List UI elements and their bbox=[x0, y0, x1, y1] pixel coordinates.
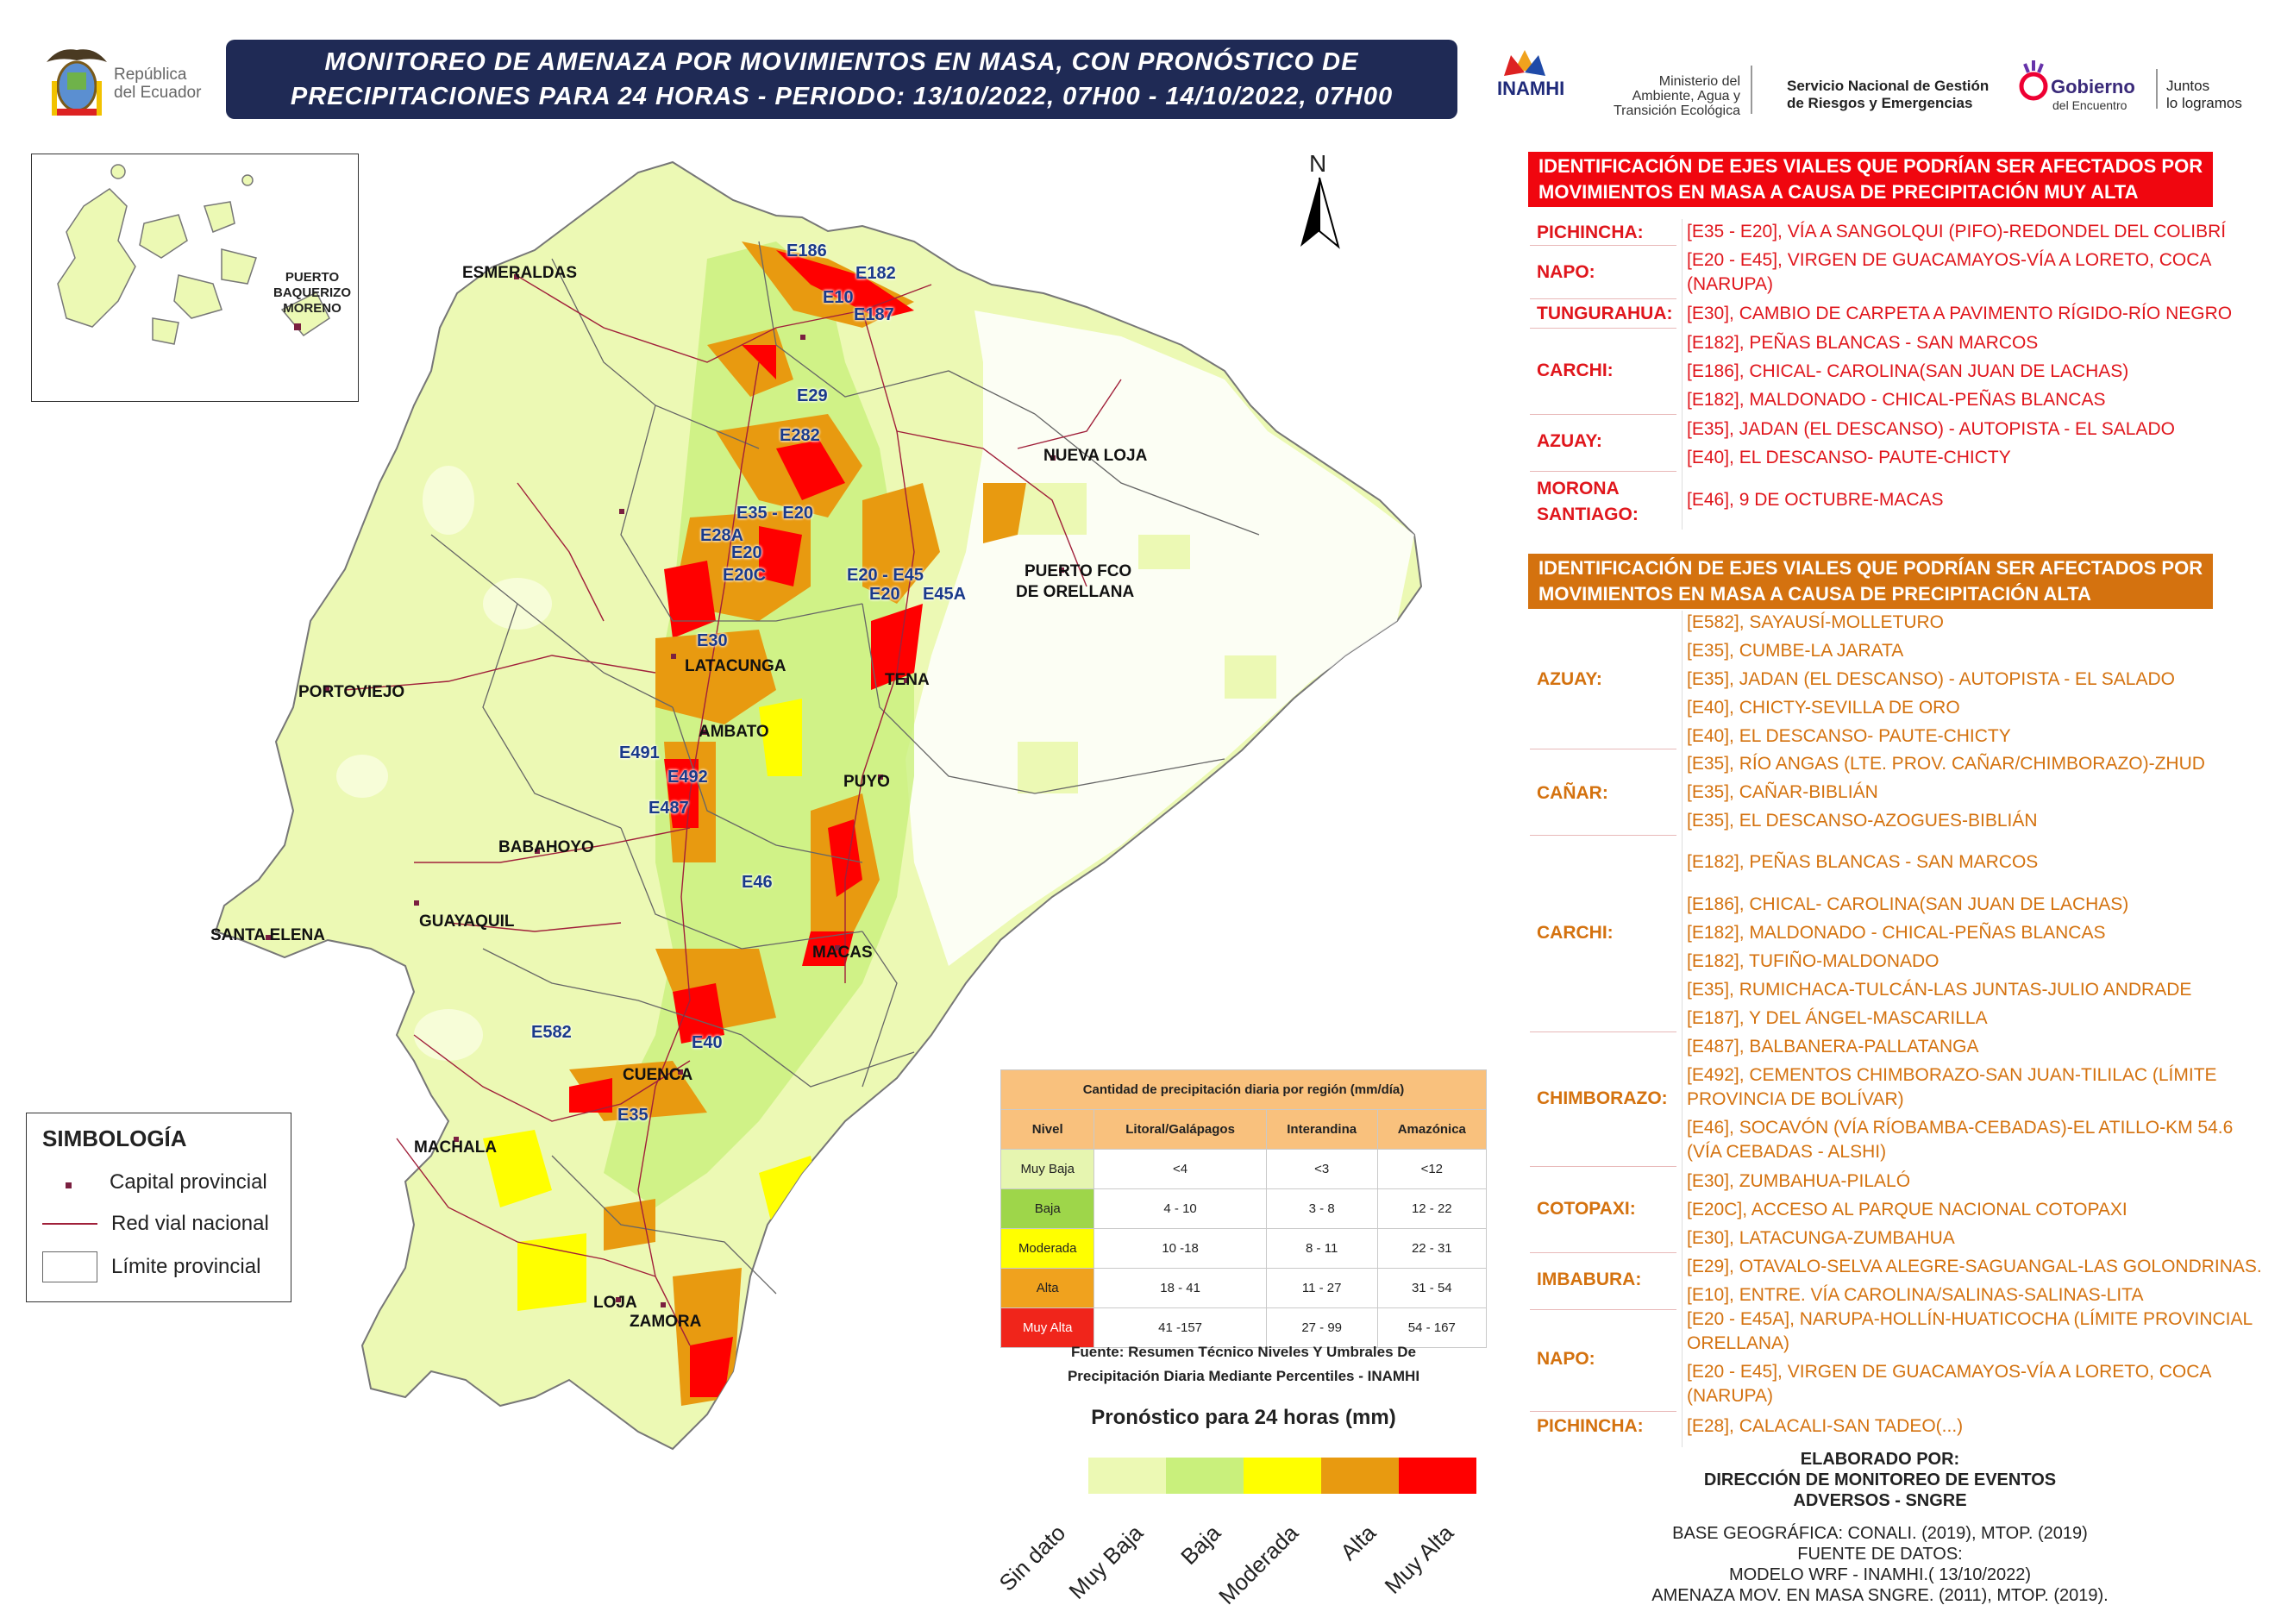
republica-ecuador-text: República del Ecuador bbox=[114, 66, 202, 102]
province-label: PICHINCHA: bbox=[1537, 223, 1644, 242]
province-label: CARCHI: bbox=[1537, 361, 1614, 380]
road-item: [E35], JADAN (EL DESCANSO) - AUTOPISTA - EL SALADO bbox=[1687, 419, 2175, 439]
muy-alta-header: IDENTIFICACIÓN DE EJES VIALES QUE PODRÍAN SER AFECTADOS POR MOVIMIENTOS EN MASA A CAUSA DE PRECIPITACIÓN MUY ALTA bbox=[1528, 152, 2213, 207]
title-line-2: PRECIPITACIONES PARA 24 HORAS - PERIODO: 13/10/2022, 07H00 - 14/10/2022, 07H00 bbox=[290, 83, 1394, 110]
city-label: LATACUNGA bbox=[685, 657, 786, 675]
ministerio-logo: Ministerio del Ambiente, Agua y Transición Ecológica bbox=[1613, 74, 1740, 118]
road-item: PROVINCIA DE BOLÍVAR) bbox=[1687, 1089, 1904, 1109]
road-item: [E40], CHICTY-SEVILLA DE ORO bbox=[1687, 698, 1960, 718]
city-label: BABAHOYO bbox=[498, 838, 594, 856]
city-label: GUAYAQUIL bbox=[419, 912, 515, 931]
ecuador-coat-of-arms-icon bbox=[41, 38, 112, 121]
city-label: TENA bbox=[885, 671, 930, 689]
road-label: E45A bbox=[923, 585, 967, 604]
table-header: Interandina bbox=[1266, 1110, 1377, 1150]
divider bbox=[1530, 471, 1676, 472]
road-item: (NARUPA) bbox=[1687, 274, 1773, 294]
road-item: [E35 - E20], VÍA A SANGOLQUI (PIFO)-REDONDEL DEL COLIBRÍ bbox=[1687, 222, 2227, 241]
north-arrow-icon bbox=[1300, 178, 1338, 247]
table-row: Muy Alta 41 -157 27 - 99 54 - 167 bbox=[1001, 1308, 1487, 1348]
divider bbox=[1530, 245, 1676, 246]
road-label: E187 bbox=[854, 305, 894, 324]
colorbar-title: Pronóstico para 24 horas (mm) bbox=[1091, 1406, 1396, 1429]
table-caption: Cantidad de precipitación diaria por región (mm/día) bbox=[1001, 1070, 1487, 1110]
province-label: COTOPAXI: bbox=[1537, 1199, 1636, 1219]
divider bbox=[1530, 328, 1676, 329]
capital-marker-icon bbox=[42, 1170, 94, 1194]
road-label: E582 bbox=[531, 1023, 572, 1042]
legend-item-limit: Límite provincial bbox=[42, 1251, 260, 1282]
road-item: [E182], PEÑAS BLANCAS - SAN MARCOS bbox=[1687, 333, 2039, 353]
logo-divider-2 bbox=[2156, 69, 2158, 109]
colorbar-label: Muy Alta bbox=[1379, 1520, 1459, 1599]
road-item: [E35], RÍO ANGAS (LTE. PROV. CAÑAR/CHIMBORAZO)-ZHUD bbox=[1687, 754, 2205, 774]
road-item: [E35], CUMBE-LA JARATA bbox=[1687, 641, 1904, 661]
divider bbox=[1530, 1252, 1676, 1253]
city-label: PUYO bbox=[843, 773, 890, 791]
province-label: CHIMBORAZO: bbox=[1537, 1088, 1668, 1108]
road-item: [E182], PEÑAS BLANCAS - SAN MARCOS bbox=[1687, 852, 2039, 872]
province-label: PICHINCHA: bbox=[1537, 1416, 1644, 1436]
province-label: CARCHI: bbox=[1537, 923, 1614, 943]
divider bbox=[1530, 835, 1676, 836]
road-item: [E20 - E45], VIRGEN DE GUACAMAYOS-VÍA A LORETO, COCA bbox=[1687, 1362, 2212, 1382]
road-item: [E46], SOCAVÓN (VÍA RÍOBAMBA-CEBADAS)-EL ATILLO-KM 54.6 bbox=[1687, 1118, 2234, 1138]
road-item: [E30], ZUMBAHUA-PILALÓ bbox=[1687, 1171, 1911, 1191]
column-divider bbox=[1682, 611, 1683, 1447]
credits-fuente: FUENTE DE DATOS: MODELO WRF - INAMHI.( 13/10/2022) AMENAZA MOV. EN MASA SNGRE. (2011), MTOP. (2019). bbox=[1651, 1545, 2109, 1605]
legend-box bbox=[26, 1113, 291, 1302]
road-item: [E40], EL DESCANSO- PAUTE-CHICTY bbox=[1687, 448, 2011, 467]
credits-elaborado: ELABORADO POR: DIRECCIÓN DE MONITOREO DE EVENTOS ADVERSOS - SNGRE bbox=[1703, 1450, 2057, 1510]
road-label: E20 bbox=[869, 585, 900, 604]
road-label: E35 bbox=[617, 1106, 649, 1125]
road-item: [E182], MALDONADO - CHICAL-PEÑAS BLANCAS bbox=[1687, 390, 2106, 410]
province-label: AZUAY: bbox=[1537, 669, 1602, 689]
province-label: NAPO: bbox=[1537, 1349, 1595, 1369]
city-label: LOJA bbox=[593, 1294, 637, 1312]
title-line-1: MONITOREO DE AMENAZA POR MOVIMIENTOS EN MASA, CON PRONÓSTICO DE bbox=[324, 48, 1359, 76]
road-item: (NARUPA) bbox=[1687, 1386, 1773, 1406]
road-item: [E35], JADAN (EL DESCANSO) - AUTOPISTA - EL SALADO bbox=[1687, 669, 2175, 689]
city-label: AMBATO bbox=[699, 723, 769, 741]
city-label: NUEVA LOJA bbox=[1043, 447, 1148, 465]
colorbar-moderada bbox=[1244, 1458, 1321, 1494]
road-label: E492 bbox=[667, 768, 708, 787]
road-item: [E186], CHICAL- CAROLINA(SAN JUAN DE LACHAS) bbox=[1687, 894, 2129, 914]
road-label: E40 bbox=[692, 1033, 723, 1052]
divider bbox=[1530, 1309, 1676, 1310]
road-label: E10 bbox=[823, 288, 854, 307]
inamhi-logo bbox=[1485, 47, 1564, 108]
road-item: [E186], CHICAL- CAROLINA(SAN JUAN DE LACHAS) bbox=[1687, 361, 2129, 381]
road-label: E20C bbox=[723, 566, 767, 585]
colorbar-label: Moderada bbox=[1213, 1520, 1304, 1609]
limit-box-icon bbox=[42, 1251, 97, 1282]
road-item: [E582], SAYAUSÍ-MOLLETURO bbox=[1687, 612, 1944, 632]
colorbar-label: Baja bbox=[1175, 1520, 1226, 1571]
road-item: ORELLANA) bbox=[1687, 1333, 1790, 1353]
province-label: NAPO: bbox=[1537, 262, 1595, 282]
city-label: ZAMORA bbox=[630, 1313, 702, 1331]
table-row: Baja 4 - 10 3 - 8 12 - 22 bbox=[1001, 1189, 1487, 1229]
colorbar-alta bbox=[1321, 1458, 1399, 1494]
city-label: CUENCA bbox=[623, 1066, 693, 1084]
divider bbox=[1530, 1031, 1676, 1032]
city-label: SANTA ELENA bbox=[210, 926, 325, 944]
road-item: [E10], ENTRE. VÍA CAROLINA/SALINAS-SALINAS-LITA bbox=[1687, 1285, 2144, 1305]
colorbar-label: Alta bbox=[1335, 1520, 1382, 1565]
road-item: [E182], MALDONADO - CHICAL-PEÑAS BLANCAS bbox=[1687, 923, 2106, 943]
galapagos-inset: PUERTO BAQUERIZO MORENO bbox=[31, 154, 359, 402]
colorbar-muy-alta bbox=[1399, 1458, 1476, 1494]
credits-base: BASE GEOGRÁFICA: CONALI. (2019), MTOP. (2019) bbox=[1672, 1524, 2088, 1543]
logo-divider bbox=[1751, 66, 1752, 114]
province-label: MORONA SANTIAGO: bbox=[1537, 479, 1639, 524]
legend-title: SIMBOLOGÍA bbox=[42, 1126, 187, 1151]
province-label: AZUAY: bbox=[1537, 431, 1602, 451]
road-item: [E35], RUMICHACA-TULCÁN-LAS JUNTAS-JULIO ANDRADE bbox=[1687, 980, 2192, 1000]
alta-header: IDENTIFICACIÓN DE EJES VIALES QUE PODRÍAN SER AFECTADOS POR MOVIMIENTOS EN MASA A CAUSA DE PRECIPITACIÓN ALTA bbox=[1528, 554, 2213, 609]
colorbar-label: Sin dato bbox=[993, 1520, 1071, 1596]
road-label: E46 bbox=[742, 873, 773, 892]
city-label: PUERTO FCO bbox=[1025, 562, 1132, 580]
city-label: MACHALA bbox=[414, 1138, 498, 1157]
road-label: E282 bbox=[780, 426, 820, 445]
road-item: [E28], CALACALI-SAN TADEO(...) bbox=[1687, 1416, 1964, 1436]
road-item: [E30], CAMBIO DE CARPETA A PAVIMENTO RÍGIDO-RÍO NEGRO bbox=[1687, 304, 2233, 323]
divider bbox=[1530, 414, 1676, 415]
province-label: TUNGURAHUA: bbox=[1537, 304, 1673, 323]
road-item: [E40], EL DESCANSO- PAUTE-CHICTY bbox=[1687, 726, 2011, 746]
road-label: E35 - E20 bbox=[736, 504, 813, 523]
province-label: CAÑAR: bbox=[1537, 783, 1608, 803]
divider bbox=[1530, 298, 1676, 299]
road-label: E182 bbox=[855, 264, 896, 283]
colorbar-baja bbox=[1166, 1458, 1244, 1494]
road-label: E29 bbox=[797, 386, 828, 405]
road-item: (VÍA CEBADAS - ALSHI) bbox=[1687, 1142, 1887, 1162]
road-item: [E35], CAÑAR-BIBLIÁN bbox=[1687, 782, 1878, 802]
road-item: [E30], LATACUNGA-ZUMBAHUA bbox=[1687, 1228, 1955, 1248]
table-row: Muy Baja <4 <3 <12 bbox=[1001, 1150, 1487, 1189]
precipitation-table bbox=[1000, 1069, 1487, 1348]
city-label: MACAS bbox=[812, 944, 873, 962]
road-item: [E492], CEMENTOS CHIMBORAZO-SAN JUAN-TILILAC (LÍMITE bbox=[1687, 1065, 2217, 1085]
juntos-logo: Juntos lo logramos bbox=[2166, 78, 2242, 111]
road-item: [E20 - E45A], NARUPA-HOLLÍN-HUATICOCHA (LÍMITE PROVINCIAL bbox=[1687, 1309, 2253, 1329]
gobierno-logo: Gobierno del Encuentro bbox=[2018, 53, 2049, 118]
colorbar-muy-baja bbox=[1088, 1458, 1166, 1494]
road-item: [E20C], ACCESO AL PARQUE NACIONAL COTOPAXI bbox=[1687, 1200, 2127, 1220]
divider bbox=[1530, 1411, 1676, 1412]
city-label: ESMERALDAS bbox=[462, 264, 578, 282]
road-label: E28A bbox=[700, 526, 744, 545]
legend-item-capital: Capital provincial bbox=[42, 1170, 267, 1194]
road-label: E20 bbox=[731, 543, 762, 562]
gobierno-rays-icon bbox=[2018, 53, 2049, 114]
road-item: [E35], EL DESCANSO-AZOGUES-BIBLIÁN bbox=[1687, 811, 2038, 831]
road-label: E186 bbox=[786, 241, 827, 260]
column-divider bbox=[1682, 219, 1683, 530]
road-label: E20 - E45 bbox=[847, 566, 924, 585]
table-row: Alta 18 - 41 11 - 27 31 - 54 bbox=[1001, 1269, 1487, 1308]
road-item: [E182], TUFIÑO-MALDONADO bbox=[1687, 951, 1939, 971]
table-header: Litoral/Galápagos bbox=[1094, 1110, 1266, 1150]
road-item: [E20 - E45], VIRGEN DE GUACAMAYOS-VÍA A LORETO, COCA bbox=[1687, 250, 2212, 270]
map-title-banner bbox=[226, 40, 1457, 119]
colorbar-label: Muy Baja bbox=[1063, 1520, 1149, 1604]
city-label: PORTOVIEJO bbox=[298, 683, 405, 701]
sngre-logo: Servicio Nacional de Gestión de Riesgos y Emergencias bbox=[1787, 78, 1990, 111]
north-label: N bbox=[1309, 150, 1327, 177]
road-item: [E46], 9 DE OCTUBRE-MACAS bbox=[1687, 490, 1944, 510]
table-row: Moderada 10 -18 8 - 11 22 - 31 bbox=[1001, 1229, 1487, 1269]
province-label: IMBABURA: bbox=[1537, 1270, 1642, 1289]
table-header: Nivel bbox=[1001, 1110, 1094, 1150]
legend-item-road: Red vial nacional bbox=[42, 1212, 269, 1236]
road-item: [E29], OTAVALO-SELVA ALEGRE-SAGUANGAL-LAS GOLONDRINAS. bbox=[1687, 1257, 2262, 1276]
table-header: Amazónica bbox=[1377, 1110, 1486, 1150]
road-label: E491 bbox=[619, 743, 660, 762]
road-label: E487 bbox=[649, 799, 689, 818]
road-label: E30 bbox=[697, 631, 728, 650]
inamhi-text: INAMHI bbox=[1497, 78, 1565, 99]
road-line-icon bbox=[42, 1223, 97, 1225]
table-source: Fuente: Resumen Técnico Niveles Y Umbrales De Precipitación Diaria Mediante Percentiles - INAMHI bbox=[1067, 1344, 1420, 1384]
divider bbox=[1530, 1166, 1676, 1167]
road-item: [E487], BALBANERA-PALLATANGA bbox=[1687, 1037, 1979, 1057]
road-item: [E187], Y DEL ÁNGEL-MASCARILLA bbox=[1687, 1008, 1988, 1028]
city-label: DE ORELLANA bbox=[1016, 583, 1135, 601]
